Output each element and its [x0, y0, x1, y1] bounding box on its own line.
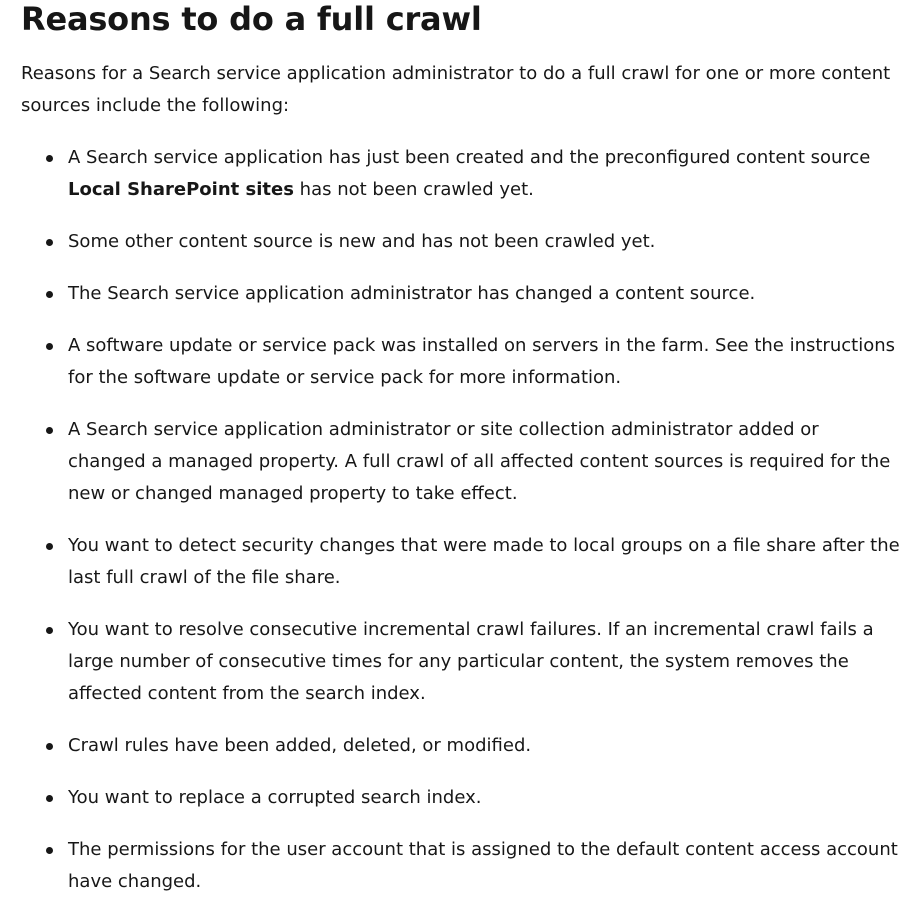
- list-item-text: Crawl rules have been added, deleted, or modified.: [68, 735, 532, 756]
- list-item: [21, 278, 900, 310]
- section-heading: Reasons to do a full crawl: [21, 0, 482, 38]
- list-item-text: A Search service application administrator or site collection administrator added or changed a managed property. A full crawl of all affected content sources is required for the new or changed managed property to take effect.: [68, 419, 891, 504]
- bullet-icon: [46, 627, 53, 634]
- list-item: [21, 730, 900, 762]
- list-item-text: A software update or service pack was installed on servers in the farm. See the instructions for the software update or service pack for more information.: [68, 335, 895, 388]
- bullet-icon: [46, 743, 53, 750]
- bullet-icon: [46, 291, 53, 298]
- bullet-icon: [46, 427, 53, 434]
- list-item: [21, 834, 900, 898]
- list-item: [21, 226, 900, 258]
- bullet-icon: [46, 155, 53, 162]
- bullet-icon: [46, 543, 53, 550]
- list-item: [21, 782, 900, 814]
- list-item-text: You want to resolve consecutive incremental crawl failures. If an incremental crawl fails a large number of consecutive times for any particular content, the system removes the affected content from the search index.: [68, 619, 874, 704]
- list-item: [21, 414, 900, 510]
- intro-paragraph: Reasons for a Search service application administrator to do a full crawl for one or more content sources include the following:: [21, 63, 891, 116]
- list-item-text: You want to detect security changes that were made to local groups on a file share after the last full crawl of the file share.: [68, 535, 900, 588]
- list-item: [21, 614, 900, 710]
- list-item: [21, 142, 900, 206]
- list-item-text: has not been crawled yet.: [293, 179, 534, 200]
- list-item-text: The permissions for the user account that is assigned to the default content access account have changed.: [68, 839, 898, 892]
- reasons-list: [21, 142, 900, 898]
- list-item-text: The Search service application administrator has changed a content source.: [68, 283, 756, 304]
- bullet-icon: [46, 239, 53, 246]
- bullet-icon: [46, 343, 53, 350]
- list-item: [21, 530, 900, 594]
- list-item-bold-text: Local SharePoint sites: [68, 179, 294, 200]
- list-item-text: A Search service application has just been created and the preconfigured content source: [68, 147, 871, 168]
- list-item-text: Some other content source is new and has not been crawled yet.: [68, 231, 656, 252]
- bullet-icon: [46, 847, 53, 854]
- list-item: [21, 330, 900, 394]
- bullet-icon: [46, 795, 53, 802]
- list-item-text: You want to replace a corrupted search index.: [68, 787, 482, 808]
